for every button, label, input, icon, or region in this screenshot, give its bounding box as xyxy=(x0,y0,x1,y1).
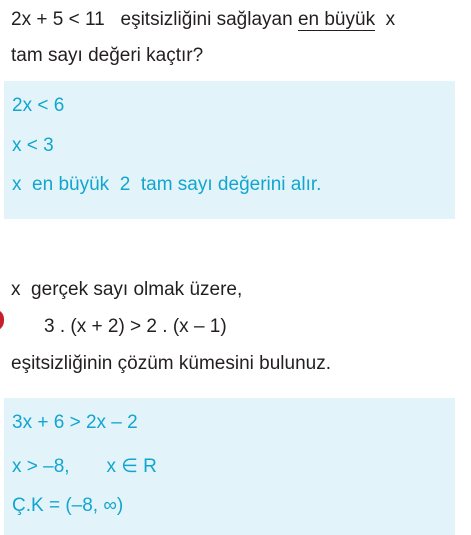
question-2-line-1: x gerçek sayı olmak üzere, xyxy=(11,279,243,300)
question-1-line-1 xyxy=(11,8,395,32)
page-edge-mark xyxy=(0,309,4,331)
solution-2-step-2 xyxy=(12,455,157,479)
solution-1-step-1: 2x < 6 xyxy=(12,95,65,116)
solution-2-box xyxy=(4,398,455,535)
solution-2-solution-set: Ç.K = (–8, ∞) xyxy=(12,495,124,516)
question-1-text: eşitsizliğini sağlayan xyxy=(120,9,293,30)
solution-2-step-1: 3x + 6 > 2x – 2 xyxy=(12,412,138,433)
question-1-variable: x xyxy=(385,9,396,30)
question-2-line-3: eşitsizliğinin çözüm kümesini bulunuz. xyxy=(11,353,331,374)
solution-1-box xyxy=(4,81,455,219)
solution-1-step-3: x en büyük 2 tam sayı değerini alır. xyxy=(12,174,322,195)
solution-2-domain: x ∈ R xyxy=(106,456,157,477)
question-1-expression: 2x + 5 < 11 xyxy=(11,9,105,30)
question-1-emphasis: en büyük xyxy=(297,9,376,30)
solution-1-step-2: x < 3 xyxy=(12,135,54,156)
question-1-line-2: tam sayı değeri kaçtır? xyxy=(11,45,204,66)
question-2-inequality: 3 . (x + 2) > 2 . (x – 1) xyxy=(44,316,227,337)
solution-2-inequality: x > –8, xyxy=(12,456,70,477)
